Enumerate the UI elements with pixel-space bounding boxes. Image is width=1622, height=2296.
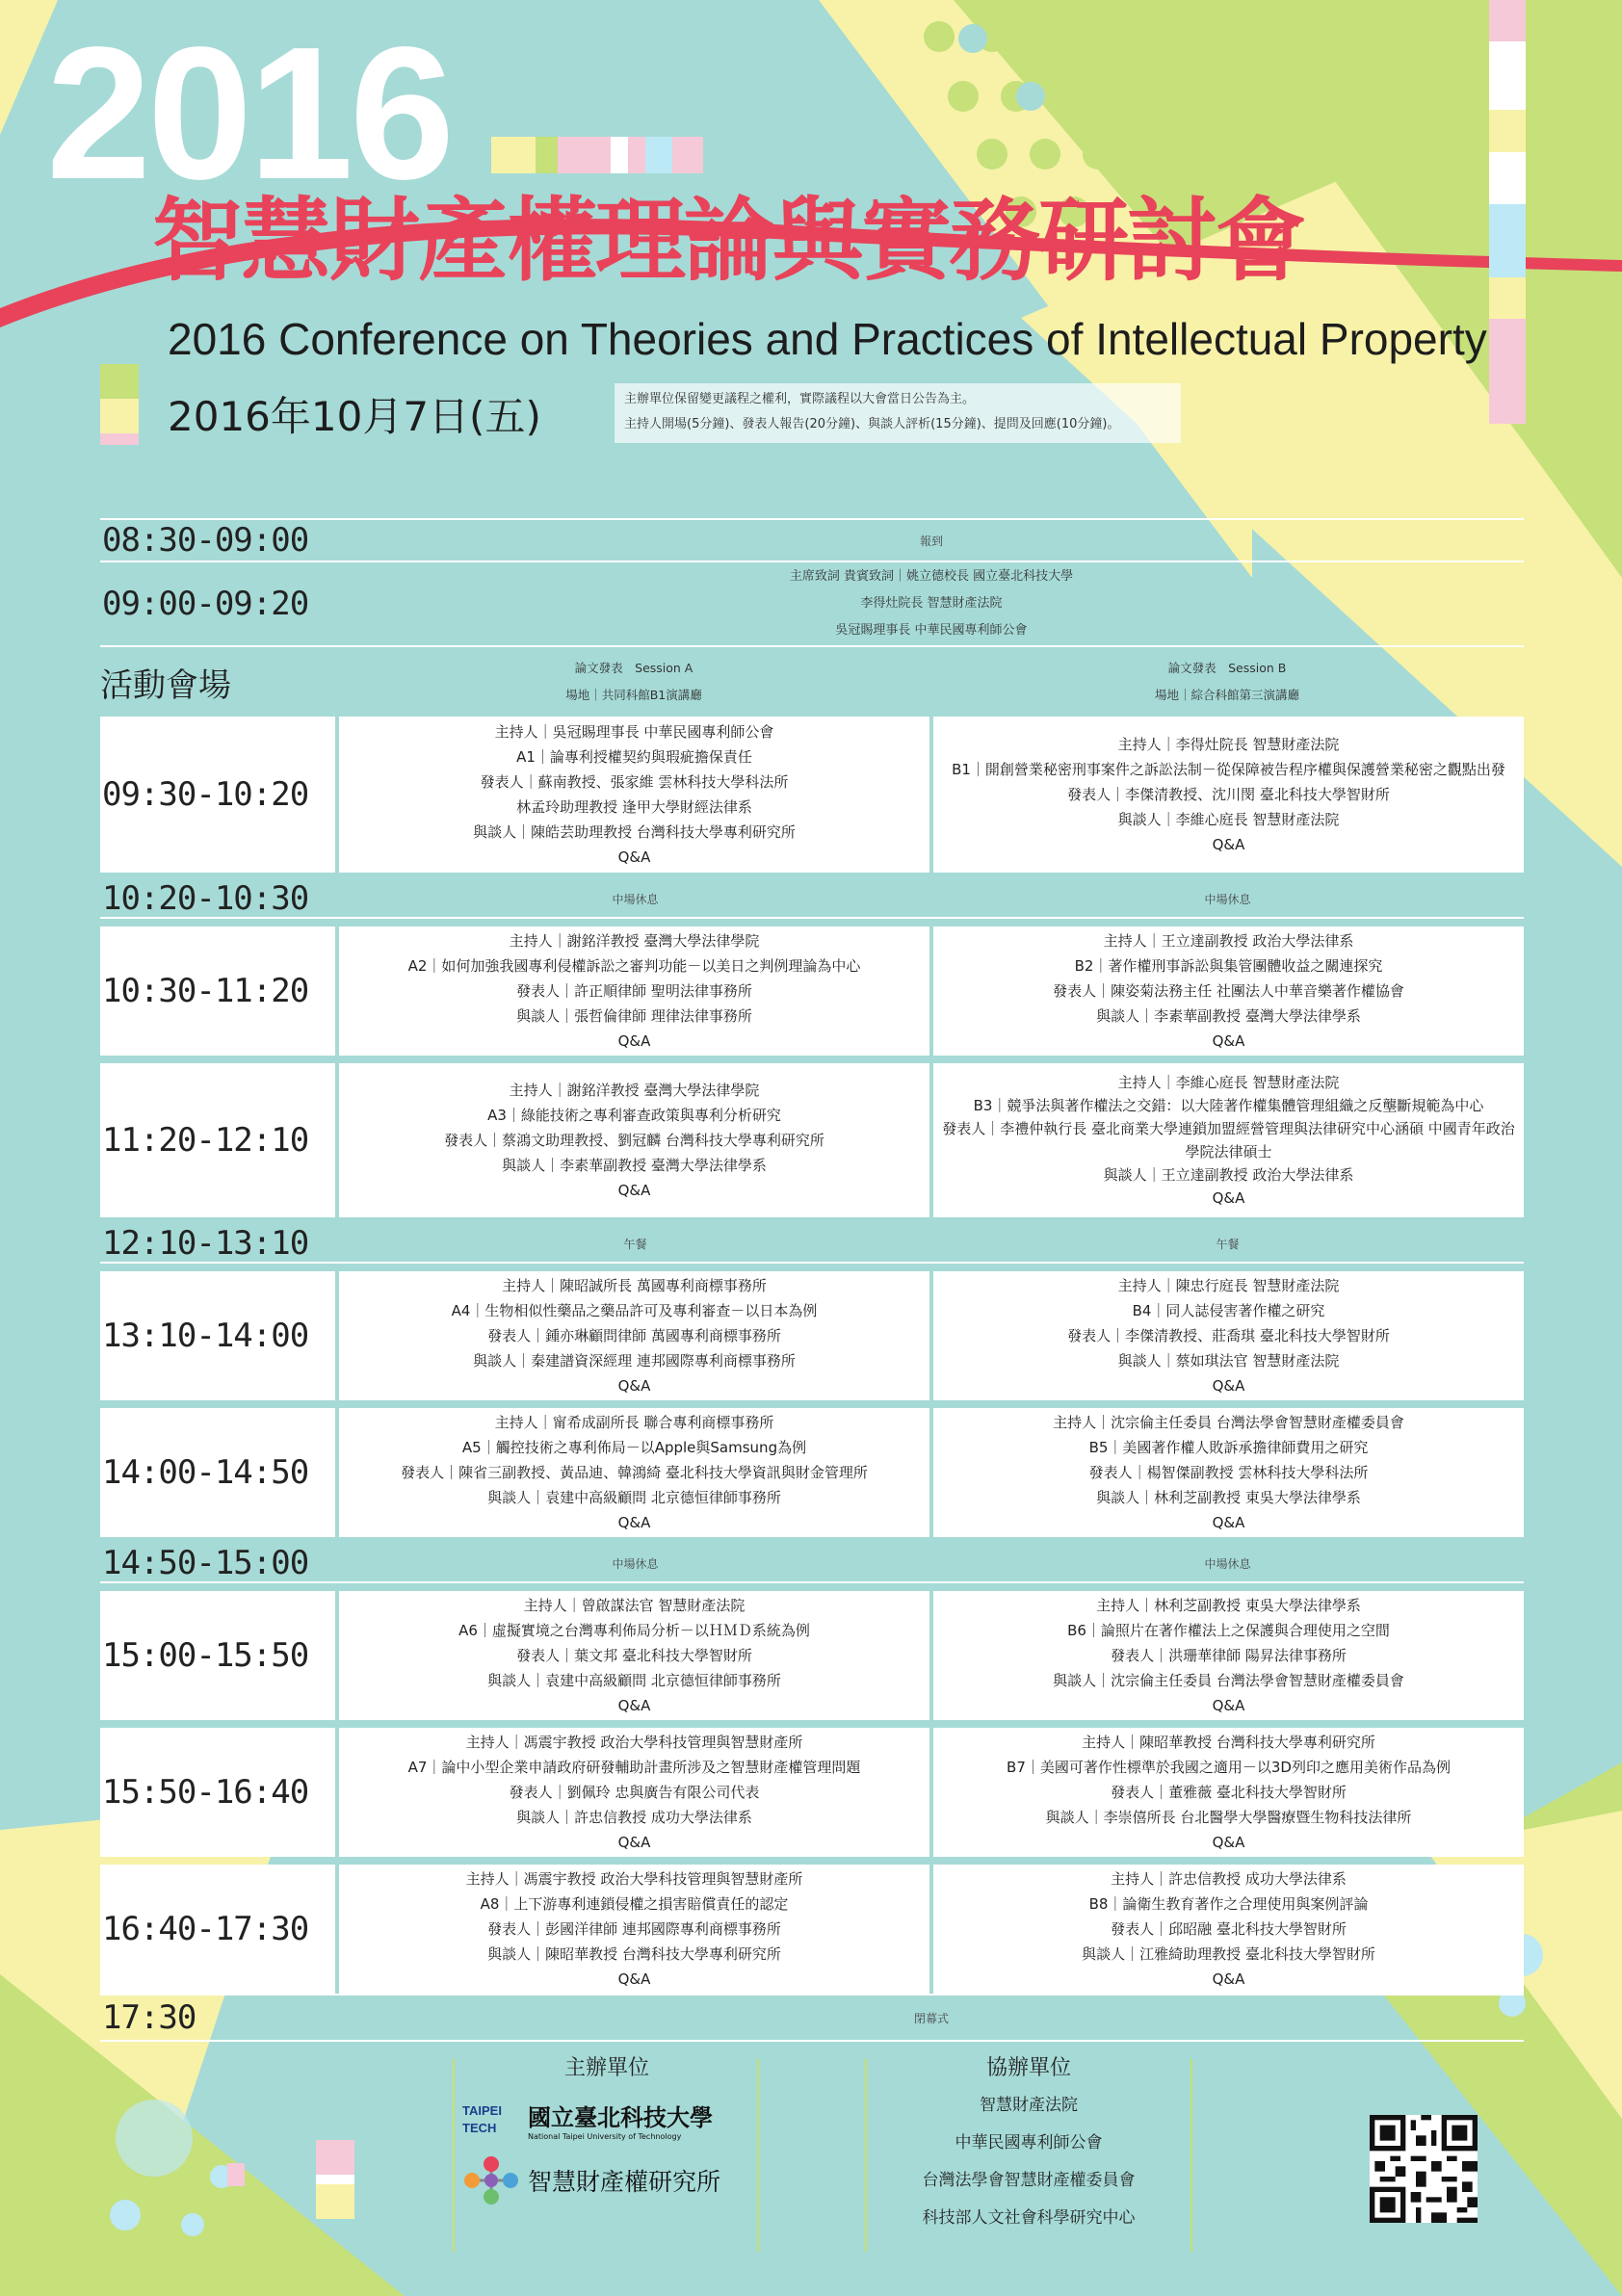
session-a-cell: 主持人｜謝銘洋教授 臺灣大學法律學院 A3｜綠能技術之專利審查政策與專利分析研究 發表人｜蔡鴻文助理教授、劉冠麟 台灣科技大學專利研究所 與談人｜李素華副教授 臺灣大學法律學系 Q&A (339, 1063, 929, 1217)
registration-label: 報到 (919, 534, 943, 548)
session-a-cell: 主持人｜甯希成副所長 聯合專利商標事務所 A5｜觸控技術之專利佈局－以Apple與Samsung為例 發表人｜陳省三副教授、黃品迪、韓鴻綺 臺北科技大學資訊與財金管理所 與談人｜袁建中高級顧問 北京德恒律師事務所 Q&A (339, 1408, 929, 1537)
break-row (100, 1545, 1524, 1583)
time-slot: 15:00-15:50 (100, 1591, 335, 1720)
session-a-header: 論文發表 Session A 場地｜共同科館B1演講廳 (565, 661, 702, 702)
time-slot: 09:00-09:20 (102, 585, 309, 623)
time-slot: 12:10-13:10 (102, 1224, 309, 1263)
color-strip-bottom (316, 2140, 354, 2219)
closing-row (100, 1994, 1524, 2042)
session-row (100, 1591, 1524, 1720)
time-slot: 14:50-15:00 (102, 1544, 309, 1582)
break-b-label: 中場休息 (1204, 892, 1251, 906)
co-organizer-item: 台灣法學會智慧財產權委員會 (922, 2171, 1136, 2190)
time-slot: 10:30-11:20 (100, 926, 335, 1056)
session-b-cell: 主持人｜許忠信教授 成功大學法律系 B8｜論衛生教育著作之合理使用與案例評論 發表人｜邱昭融 臺北科技大學智財所 與談人｜江雅綺助理教授 臺北科技大學智財所 Q&A (933, 1865, 1524, 1994)
session-a-cell: 主持人｜謝銘洋教授 臺灣大學法律學院 A2｜如何加強我國專利侵權訴訟之審判功能－以美日之判例理論為中心 發表人｜許正順律師 聖明法律事務所 與談人｜張哲倫律師 理律法律事務所 Q&A (339, 926, 929, 1056)
session-row (100, 1063, 1524, 1217)
closing-label: 閉幕式 (913, 2011, 949, 2025)
session-a-cell: 主持人｜馮震宇教授 政治大學科技管理與智慧財產所 A7｜論中小型企業申請政府研發輔助計畫所涉及之智慧財產權管理問題 發表人｜劉佩玲 忠與廣告有限公司代表 與談人｜許忠信教授 成功大學法律系 Q&A (339, 1728, 929, 1857)
opening-speakers: 主席致詞 貴賓致詞｜姚立德校長 國立臺北科技大學 李得灶院長 智慧財產法院 吳冠賜理事長 中華民國專利師公會 (789, 569, 1074, 638)
session-row (100, 717, 1524, 873)
venue-header (100, 647, 1524, 717)
color-strip-left (100, 364, 139, 445)
session-row (100, 1865, 1524, 1994)
molecule-icon (462, 2154, 520, 2206)
session-b-cell: 主持人｜李得灶院長 智慧財產法院 B1｜開創營業秘密刑事案件之訴訟法制－從保障被告程序權與保護營業秘密之觀點出發 發表人｜李傑清教授、沈川閔 臺北科技大學智財所 與談人｜李維心庭長 智慧財產法院 Q&A (933, 717, 1524, 873)
opening-row (100, 562, 1524, 647)
taipei-tech-logo-mark: TAIPEI TECH (462, 2103, 502, 2135)
organizer-block (462, 2051, 751, 2206)
university-logo (462, 2099, 751, 2141)
break-b-label: 午餐 (1216, 1237, 1240, 1251)
session-b-cell: 主持人｜陳忠行庭長 智慧財產法院 B4｜同人誌侵害著作權之研究 發表人｜李傑清教授、莊喬琪 臺北科技大學智財所 與談人｜蔡如琪法官 智慧財產法院 Q&A (933, 1271, 1524, 1400)
time-slot: 08:30-09:00 (102, 521, 309, 560)
session-row (100, 1728, 1524, 1857)
break-b-label: 中場休息 (1204, 1556, 1251, 1571)
footer-divider (865, 2059, 867, 2252)
session-b-cell: 主持人｜沈宗倫主任委員 台灣法學會智慧財產權委員會 B5｜美國著作權人敗訴承擔律師費用之研究 發表人｜楊智傑副教授 雲林科技大學科法所 與談人｜林利芝副教授 東吳大學法律學系 Q&A (933, 1408, 1524, 1537)
qr-code-icon[interactable] (1370, 2115, 1478, 2223)
time-slot: 15:50-16:40 (100, 1728, 335, 1857)
session-b-cell: 主持人｜陳昭華教授 台灣科技大學專利研究所 B7｜美國可著作性標準於我國之適用－以3D列印之應用美術作品為例 發表人｜董雅薇 臺北科技大學智財所 與談人｜李崇僖所長 台北醫學大學醫療暨生物科技法律所 Q&A (933, 1728, 1524, 1857)
break-row (100, 1225, 1524, 1264)
organizer-heading: 主辦單位 (563, 2056, 649, 2080)
session-row (100, 1271, 1524, 1400)
session-b-header: 論文發表 Session B 場地｜綜合科館第三演講廳 (1154, 661, 1299, 702)
break-a-label: 中場休息 (612, 892, 659, 906)
break-a-label: 午餐 (623, 1237, 647, 1251)
time-slot: 10:20-10:30 (102, 879, 309, 918)
conference-date: 2016年10月7日(五) (168, 393, 541, 440)
year-heading: 2016 (46, 8, 452, 219)
session-a-cell: 主持人｜馮震宇教授 政治大學科技管理與智慧財產所 A8｜上下游專利連鎖侵權之損害賠償責任的認定 發表人｜彭國洋律師 連邦國際專利商標事務所 與談人｜陳昭華教授 台灣科技大學專利研究所 Q&A (339, 1865, 929, 1994)
note-1: 主辦單位保留變更議程之權利，實際議程以大會當日公告為主。 (624, 392, 976, 406)
notes-box (615, 383, 1181, 443)
color-strip-bottom-2 (227, 2163, 245, 2186)
color-strip-right (1489, 0, 1526, 424)
session-row (100, 926, 1524, 1056)
session-b-cell: 主持人｜王立達副教授 政治大學法律系 B2｜著作權刑事訴訟與集管團體收益之關連探究 發表人｜陳姿菊法務主任 社團法人中華音樂著作權協會 與談人｜李素華副教授 臺灣大學法律學系 Q&A (933, 926, 1524, 1056)
co-organizer-item: 科技部人文社會科學研究中心 (922, 2208, 1136, 2228)
footer-divider (1190, 2059, 1192, 2252)
co-organizer-heading: 協辦單位 (985, 2056, 1071, 2080)
university-name-en: National Taipei University of Technology (528, 2132, 682, 2141)
institute-name: 智慧財產權研究所 (528, 2168, 721, 2196)
title-chinese: 智慧財產權理論與實務研討會 (152, 189, 1305, 294)
break-a-label: 中場休息 (612, 1556, 659, 1571)
time-slot: 13:10-14:00 (100, 1271, 335, 1400)
time-slot: 16:40-17:30 (100, 1865, 335, 1994)
time-slot: 09:30-10:20 (100, 717, 335, 873)
break-row (100, 880, 1524, 919)
institute-logo (462, 2154, 751, 2206)
co-organizer-block (876, 2051, 1181, 2237)
note-2: 主持人開場(5分鐘)、發表人報告(20分鐘)、與談人評析(15分鐘)、提問及回應(10分鐘)。 (624, 417, 1120, 431)
session-a-cell: 主持人｜曾啟謀法官 智慧財產法院 A6｜虛擬實境之台灣專利佈局分析－以ＨＭＤ系統為例 發表人｜葉文邦 臺北科技大學智財所 與談人｜袁建中高級顧問 北京德恒律師事務所 Q&A (339, 1591, 929, 1720)
time-slot: 11:20-12:10 (100, 1063, 335, 1217)
session-a-cell: 主持人｜吳冠賜理事長 中華民國專利師公會 A1｜論專利授權契約與瑕疵擔保責任 發表人｜蘇南教授、張家維 雲林科技大學科法所 林孟玲助理教授 逢甲大學財經法律系 與談人｜陳皓芸助理教授 台灣科技大學專利研究所 Q&A (339, 717, 929, 873)
session-a-cell: 主持人｜陳昭誠所長 萬國專利商標事務所 A4｜生物相似性藥品之藥品許可及專利審查－以日本為例 發表人｜鍾亦琳顧問律師 萬國專利商標事務所 與談人｜秦建譜資深經理 連邦國際專利商標事務所 Q&A (339, 1271, 929, 1400)
footer-divider (757, 2059, 759, 2252)
session-b-cell: 主持人｜李維心庭長 智慧財產法院 B3｜競爭法與著作權法之交錯：以大陸著作權集體管理組織之反壟斷規範為中心 發表人｜李禮仲執行長 臺北商業大學連鎖加盟經營管理與法律研究中心涵碩 中國青年政治學院法律碩士 與談人｜王立達副教授 政治大學法律系 Q&A (933, 1063, 1524, 1217)
co-organizer-item: 中華民國專利師公會 (955, 2133, 1103, 2152)
session-b-cell: 主持人｜林利芝副教授 東吳大學法律學系 B6｜論照片在著作權法上之保護與合理使用之空間 發表人｜洪珊華律師 陽昇法律事務所 與談人｜沈宗倫主任委員 台灣法學會智慧財產權委員會 Q&A (933, 1591, 1524, 1720)
footer-divider (453, 2059, 455, 2252)
time-slot: 17:30 (102, 1998, 196, 2037)
venue-label: 活動會場 (100, 665, 231, 705)
color-strip-top (491, 137, 703, 173)
university-name: 國立臺北科技大學 (528, 2103, 713, 2131)
session-row (100, 1408, 1524, 1537)
schedule-table (100, 518, 1524, 2042)
time-slot: 14:00-14:50 (100, 1408, 335, 1537)
co-organizer-item: 智慧財產法院 (980, 2096, 1078, 2115)
registration-row (100, 520, 1524, 562)
title-english: 2016 Conference on Theories and Practices of Intellectual Property (168, 314, 1487, 364)
